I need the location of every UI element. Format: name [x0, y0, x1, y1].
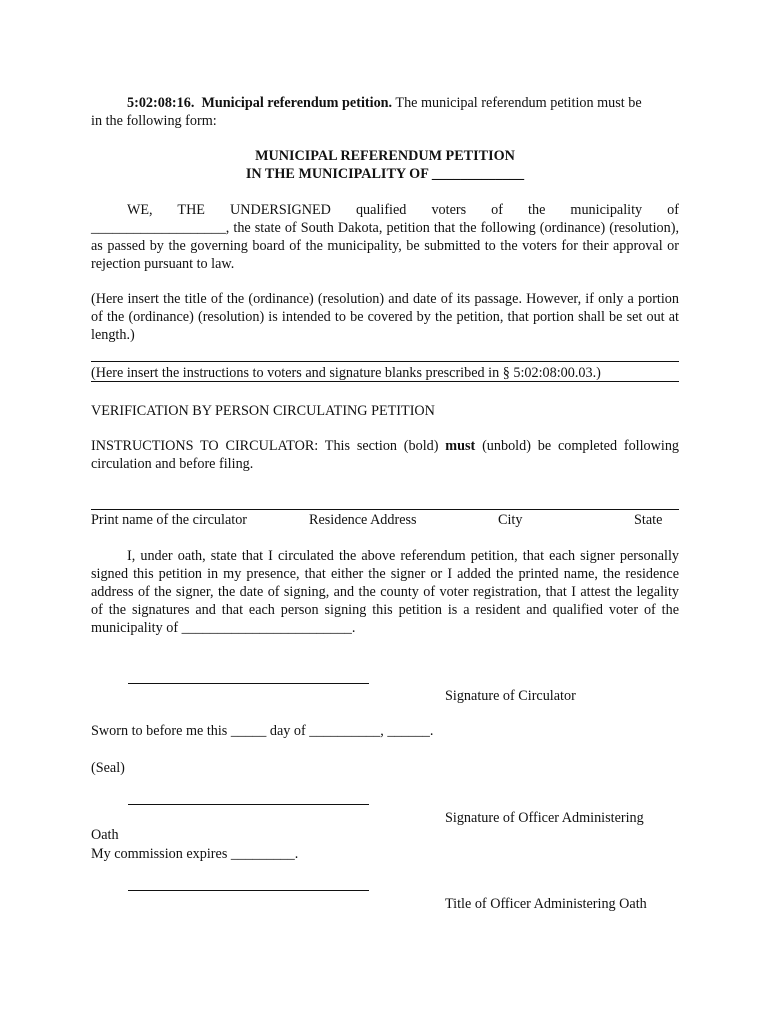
section-intro-line2: in the following form: — [91, 113, 217, 129]
insert-instructions: (Here insert the instructions to voters and signature blanks prescribed in § 5:02:08:00.03.) — [91, 365, 601, 381]
column-print-name: Print name of the circulator — [91, 512, 248, 528]
circulator-instructions — [91, 437, 679, 473]
instructions-part1: INSTRUCTIONS TO CIRCULATOR: This section (bold) — [91, 438, 439, 454]
instructions-must: must — [445, 438, 476, 454]
column-city: City — [498, 512, 523, 528]
oath-word: Oath — [91, 827, 119, 843]
section-number: 5:02:08:16. — [127, 95, 195, 111]
sworn-statement: Sworn to before me this _____ day of __________, ______. — [91, 723, 434, 739]
commission-expires: My commission expires _________. — [91, 846, 299, 862]
section-intro-line1 — [91, 94, 679, 112]
officer-signature-label: Signature of Officer Administering — [445, 810, 644, 826]
circulator-info-rule — [91, 509, 679, 510]
officer-title-label: Title of Officer Administering Oath — [445, 896, 647, 912]
petition-title — [0, 147, 770, 183]
oath-paragraph: I, under oath, state that I circulated the above referendum petition, that each signer personally signed this petition in my presence, that either the signer or I added the printed name, the residence address of the signer, the date of signing, and the county of voter registration, that I attest the legality of the signatures and that each person signing this petition is a resident and qualified voter of the municipality of ________________________. — [91, 548, 679, 636]
section-heading: Municipal referendum petition. — [201, 95, 393, 111]
title-line1: MUNICIPAL REFERENDUM PETITION — [255, 148, 515, 164]
undersigned-line1: WE, THE UNDERSIGNED qualified voters of the municipality of — [127, 202, 679, 218]
circulator-signature-label: Signature of Circulator — [445, 688, 576, 704]
section-intro — [91, 94, 679, 130]
undersigned-paragraph — [91, 201, 679, 273]
seal-label: (Seal) — [91, 760, 125, 776]
instructions-part2: (unbold) be completed following circulation and before filing. — [91, 438, 680, 472]
insert-title-paragraph: (Here insert the title of the (ordinance) (resolution) and date of its passage. However, if only a portion of the (ordinance) (resolution) is intended to be covered by the petition, that portion shall be set out at length.) — [91, 291, 679, 343]
officer-signature-line — [128, 804, 369, 805]
column-residence-address: Residence Address — [309, 512, 417, 528]
column-state: State — [634, 512, 663, 528]
undersigned-rest: ___________________, the state of South Dakota, petition that the following (ordinance) (resolution), as passed by the governing board of the municipality, be submitted to the voters for their approval or rejection pursuant to law. — [91, 220, 679, 272]
title-line2: IN THE MUNICIPALITY OF _____________ — [245, 166, 525, 182]
circulator-signature-line — [128, 683, 369, 684]
verification-heading: VERIFICATION BY PERSON CIRCULATING PETITION — [91, 403, 435, 419]
officer-title-line — [128, 890, 369, 891]
divider-bottom — [91, 381, 679, 382]
section-intro-text: The municipal referendum petition must be — [395, 95, 642, 111]
divider-top — [91, 361, 679, 362]
